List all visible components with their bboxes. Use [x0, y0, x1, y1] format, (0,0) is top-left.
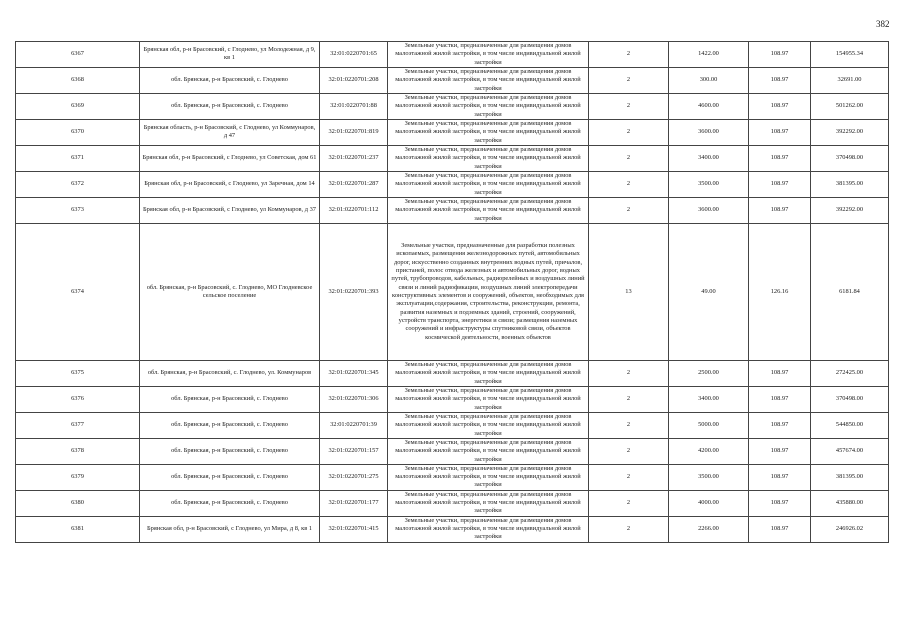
area-cell: 3600.00 — [669, 197, 749, 223]
cadastral-value-cell: 435880.00 — [811, 490, 889, 516]
specific-value-cell: 108.97 — [749, 516, 811, 542]
table-row — [16, 197, 889, 223]
cadastral-value-cell: 392292.00 — [811, 119, 889, 145]
specific-value-cell: 108.97 — [749, 42, 811, 68]
address-cell: обл. Брянская, р-н Брасовский, с. Глоднево — [140, 93, 320, 119]
category-code-cell: 2 — [589, 412, 669, 438]
specific-value-cell: 108.97 — [749, 197, 811, 223]
row-number-cell: 6367 — [16, 42, 140, 68]
row-number-cell: 6372 — [16, 171, 140, 197]
specific-value-cell: 108.97 — [749, 171, 811, 197]
row-number-cell: 6370 — [16, 119, 140, 145]
area-cell: 4000.00 — [669, 490, 749, 516]
address-cell: обл. Брянская, р-н Брасовский, с. Глоднево, МО Глодневское сельское поселение — [140, 223, 320, 360]
permitted-use-cell: Земельные участки, предназначенные для размещения домов малоэтажной жилой застройки, в том числе индивидуальной жилой застройки — [388, 360, 589, 386]
address-cell: обл. Брянская, р-н Брасовский, с. Глоднево — [140, 412, 320, 438]
cadastral-number-cell: 32:01:0220701:393 — [320, 223, 388, 360]
table-row — [16, 223, 889, 360]
permitted-use-cell: Земельные участки, предназначенные для размещения домов малоэтажной жилой застройки, в том числе индивидуальной жилой застройки — [388, 67, 589, 93]
cadastral-number-cell: 32:01:0220701:287 — [320, 171, 388, 197]
table-row — [16, 360, 889, 386]
category-code-cell: 2 — [589, 93, 669, 119]
cadastral-number-cell: 32:01:0220701:819 — [320, 119, 388, 145]
cadastral-number-cell: 32:01:0220701:177 — [320, 490, 388, 516]
table-row — [16, 516, 889, 542]
specific-value-cell: 126.16 — [749, 223, 811, 360]
cadastral-number-cell: 32:01:0220701:39 — [320, 412, 388, 438]
cadastral-number-cell: 32:01:0220701:112 — [320, 197, 388, 223]
row-number-cell: 6376 — [16, 386, 140, 412]
category-code-cell: 2 — [589, 490, 669, 516]
specific-value-cell: 108.97 — [749, 464, 811, 490]
area-cell: 5000.00 — [669, 412, 749, 438]
cadastral-value-cell: 381395.00 — [811, 464, 889, 490]
cadastral-number-cell: 32:01:0220701:157 — [320, 438, 388, 464]
address-cell: обл. Брянская, р-н Брасовский, с. Глоднево — [140, 438, 320, 464]
cadastral-number-cell: 32:01:0220701:65 — [320, 42, 388, 68]
cadastral-value-cell: 272425.00 — [811, 360, 889, 386]
cadastral-value-cell: 381395.00 — [811, 171, 889, 197]
area-cell: 4200.00 — [669, 438, 749, 464]
cadastral-number-cell: 32:01:0220701:88 — [320, 93, 388, 119]
cadastral-value-cell: 457674.00 — [811, 438, 889, 464]
specific-value-cell: 108.97 — [749, 93, 811, 119]
address-cell: обл. Брянская, р-н Брасовский, с. Глоднево, ул. Коммунаров — [140, 360, 320, 386]
permitted-use-cell: Земельные участки, предназначенные для размещения домов малоэтажной жилой застройки, в том числе индивидуальной жилой застройки — [388, 197, 589, 223]
cadastral-value-cell: 370498.00 — [811, 386, 889, 412]
specific-value-cell: 108.97 — [749, 360, 811, 386]
row-number-cell: 6368 — [16, 67, 140, 93]
specific-value-cell: 108.97 — [749, 412, 811, 438]
category-code-cell: 2 — [589, 360, 669, 386]
cadastral-value-cell: 501262.00 — [811, 93, 889, 119]
row-number-cell: 6380 — [16, 490, 140, 516]
area-cell: 2500.00 — [669, 360, 749, 386]
category-code-cell: 2 — [589, 42, 669, 68]
cadastral-value-cell: 544850.00 — [811, 412, 889, 438]
row-number-cell: 6371 — [16, 145, 140, 171]
cadastral-number-cell: 32:01:0220701:415 — [320, 516, 388, 542]
cadastral-number-cell: 32:01:0220701:345 — [320, 360, 388, 386]
cadastral-value-table — [15, 41, 889, 543]
permitted-use-cell: Земельные участки, предназначенные для размещения домов малоэтажной жилой застройки, в том числе индивидуальной жилой застройки — [388, 119, 589, 145]
permitted-use-cell: Земельные участки, предназначенные для размещения домов малоэтажной жилой застройки, в том числе индивидуальной жилой застройки — [388, 412, 589, 438]
area-cell: 2266.00 — [669, 516, 749, 542]
area-cell: 3400.00 — [669, 386, 749, 412]
table-row — [16, 438, 889, 464]
address-cell: обл. Брянская, р-н Брасовский, с. Глоднево — [140, 490, 320, 516]
address-cell: Брянская обл, р-н Брасовский, с Глоднево, ул Молодежная, д 9, кв 1 — [140, 42, 320, 68]
cadastral-value-cell: 246926.02 — [811, 516, 889, 542]
address-cell: Брянская обл, р-н Брасовский, с Глоднево, ул Коммунаров, д 37 — [140, 197, 320, 223]
page-number: 382 — [876, 19, 890, 29]
permitted-use-cell: Земельные участки, предназначенные для разработки полезных ископаемых, размещения железнодорожных путей, автомобильных дорог, искусственно созданных внутренних водных путей, причалов, пристаней, полос отвода железных и автомобильных дорог, водных путей, трубопроводов, кабельных, радиорелейных и воздушных линий связи и линий радиофикации, воздушных линий электропередачи конструктивных элементов и сооружений, объектов, необходимых для эксплуатации,содержания, строительства, реконструкции, ремонта, развития наземных и подземных зданий, строений, сооружений, устройств транспорта, энергетики и связи; размещения наземных сооружений и инфраструктуры спутниковой связи, объектов космической деятельности, военных объектов — [388, 223, 589, 360]
table-row — [16, 490, 889, 516]
permitted-use-cell: Земельные участки, предназначенные для размещения домов малоэтажной жилой застройки, в том числе индивидуальной жилой застройки — [388, 145, 589, 171]
cadastral-value-cell: 154955.34 — [811, 42, 889, 68]
table-row — [16, 145, 889, 171]
specific-value-cell: 108.97 — [749, 145, 811, 171]
category-code-cell: 2 — [589, 438, 669, 464]
table-row — [16, 412, 889, 438]
cadastral-value-cell: 6181.84 — [811, 223, 889, 360]
category-code-cell: 2 — [589, 67, 669, 93]
row-number-cell: 6375 — [16, 360, 140, 386]
table-row — [16, 464, 889, 490]
specific-value-cell: 108.97 — [749, 119, 811, 145]
table-row — [16, 67, 889, 93]
specific-value-cell: 108.97 — [749, 386, 811, 412]
permitted-use-cell: Земельные участки, предназначенные для размещения домов малоэтажной жилой застройки, в том числе индивидуальной жилой застройки — [388, 464, 589, 490]
address-cell: обл. Брянская, р-н Брасовский, с. Глоднево — [140, 67, 320, 93]
area-cell: 3600.00 — [669, 119, 749, 145]
category-code-cell: 2 — [589, 516, 669, 542]
specific-value-cell: 108.97 — [749, 438, 811, 464]
area-cell: 3400.00 — [669, 145, 749, 171]
permitted-use-cell: Земельные участки, предназначенные для размещения домов малоэтажной жилой застройки, в том числе индивидуальной жилой застройки — [388, 171, 589, 197]
area-cell: 300.00 — [669, 67, 749, 93]
cadastral-number-cell: 32:01:0220701:237 — [320, 145, 388, 171]
row-number-cell: 6378 — [16, 438, 140, 464]
address-cell: Брянская обл, р-н Брасовский, с Глоднево, ул Мира, д 8, кв 1 — [140, 516, 320, 542]
cadastral-number-cell: 32:01:0220701:306 — [320, 386, 388, 412]
row-number-cell: 6381 — [16, 516, 140, 542]
cadastral-value-cell: 370498.00 — [811, 145, 889, 171]
table-row — [16, 386, 889, 412]
table-row — [16, 42, 889, 68]
address-cell: обл. Брянская, р-н Брасовский, с. Глоднево — [140, 386, 320, 412]
permitted-use-cell: Земельные участки, предназначенные для размещения домов малоэтажной жилой застройки, в том числе индивидуальной жилой застройки — [388, 490, 589, 516]
table-row — [16, 171, 889, 197]
specific-value-cell: 108.97 — [749, 67, 811, 93]
address-cell: Брянская обл, р-н Брасовский, с Глоднево, ул Советская, дом 61 — [140, 145, 320, 171]
permitted-use-cell: Земельные участки, предназначенные для размещения домов малоэтажной жилой застройки, в том числе индивидуальной жилой застройки — [388, 438, 589, 464]
permitted-use-cell: Земельные участки, предназначенные для размещения домов малоэтажной жилой застройки, в том числе индивидуальной жилой застройки — [388, 93, 589, 119]
category-code-cell: 2 — [589, 386, 669, 412]
category-code-cell: 2 — [589, 197, 669, 223]
category-code-cell: 13 — [589, 223, 669, 360]
area-cell: 1422.00 — [669, 42, 749, 68]
permitted-use-cell: Земельные участки, предназначенные для размещения домов малоэтажной жилой застройки, в том числе индивидуальной жилой застройки — [388, 42, 589, 68]
row-number-cell: 6374 — [16, 223, 140, 360]
category-code-cell: 2 — [589, 464, 669, 490]
table-body — [16, 42, 889, 543]
cadastral-number-cell: 32:01:0220701:275 — [320, 464, 388, 490]
row-number-cell: 6369 — [16, 93, 140, 119]
permitted-use-cell: Земельные участки, предназначенные для размещения домов малоэтажной жилой застройки, в том числе индивидуальной жилой застройки — [388, 386, 589, 412]
cadastral-value-cell: 32691.00 — [811, 67, 889, 93]
row-number-cell: 6379 — [16, 464, 140, 490]
address-cell: обл. Брянская, р-н Брасовский, с. Глоднево — [140, 464, 320, 490]
area-cell: 3500.00 — [669, 171, 749, 197]
category-code-cell: 2 — [589, 171, 669, 197]
cadastral-value-cell: 392292.00 — [811, 197, 889, 223]
area-cell: 4600.00 — [669, 93, 749, 119]
table-row — [16, 93, 889, 119]
row-number-cell: 6377 — [16, 412, 140, 438]
address-cell: Брянская область, р-н Брасовский, с Глоднево, ул Коммунаров, д 47 — [140, 119, 320, 145]
table-row — [16, 119, 889, 145]
area-cell: 49.00 — [669, 223, 749, 360]
permitted-use-cell: Земельные участки, предназначенные для размещения домов малоэтажной жилой застройки, в том числе индивидуальной жилой застройки — [388, 516, 589, 542]
area-cell: 3500.00 — [669, 464, 749, 490]
cadastral-number-cell: 32:01:0220701:208 — [320, 67, 388, 93]
address-cell: Брянская обл, р-н Брасовский, с Глоднево, ул Заречная, дом 14 — [140, 171, 320, 197]
category-code-cell: 2 — [589, 119, 669, 145]
specific-value-cell: 108.97 — [749, 490, 811, 516]
category-code-cell: 2 — [589, 145, 669, 171]
row-number-cell: 6373 — [16, 197, 140, 223]
